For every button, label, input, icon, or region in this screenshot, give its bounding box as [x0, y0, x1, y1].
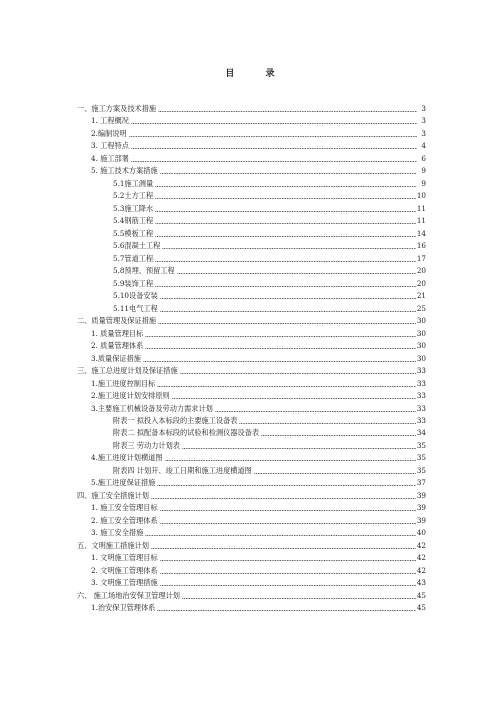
toc-entry-label: 5. 施工技术方案措施 [91, 166, 158, 176]
toc-entry-label: 六、 施工场地治安保卫管理计划 [77, 590, 180, 600]
toc-entry-page: 39 [416, 515, 426, 525]
toc-entry[interactable] [77, 588, 426, 600]
dot-leader [165, 458, 416, 461]
toc-entry-label: 附表一 拟投入本标段的主要施工设备表 [113, 416, 238, 425]
toc-entry-page: 34 [416, 428, 426, 438]
toc-entry[interactable] [77, 488, 426, 500]
toc-entry-label: 4.施工进度计划横道图 [91, 453, 163, 463]
toc-entry-label: 四、施工安全措施计划 [77, 490, 149, 500]
toc-entry-label: 5.4钢筋工程 [113, 216, 154, 226]
toc-entry-label: 附表二 拟配备本标段的试验和检测仪器设备表 [113, 428, 260, 438]
toc-entry[interactable] [91, 351, 426, 363]
toc-entry[interactable] [113, 213, 426, 225]
dot-leader [131, 159, 417, 162]
toc-entry-label: 3.质量保证措施 [91, 353, 141, 363]
toc-entry[interactable] [91, 475, 426, 487]
dot-leader [155, 221, 416, 224]
toc-title: 目 录 [225, 69, 289, 79]
toc-entry-label: 附表三 劳动力计划表 [113, 440, 180, 450]
toc-entry[interactable] [91, 600, 426, 612]
toc-entry-label: 5.5模板工程 [113, 228, 154, 238]
toc-entry-label: 1. 文明施工管理目标 [91, 553, 158, 563]
toc-entry-page: 33 [416, 391, 426, 401]
toc-entry[interactable] [113, 263, 426, 275]
toc-entry-page: 6 [421, 153, 426, 163]
toc-entry-label: 5.施工进度保证措施 [91, 478, 156, 488]
toc-entry[interactable] [91, 113, 426, 125]
toc-entry[interactable] [91, 376, 426, 388]
toc-entry[interactable] [113, 288, 426, 300]
dot-leader [182, 446, 416, 449]
toc-entry-page: 42 [416, 565, 426, 575]
toc-entry-page: 21 [416, 291, 426, 301]
dot-leader [177, 271, 416, 274]
toc-entry-label: 2. 质量管理体系 [91, 341, 144, 351]
dot-leader [239, 421, 415, 424]
dot-leader [143, 359, 416, 362]
dot-leader [155, 284, 416, 287]
toc-entry[interactable] [91, 450, 426, 462]
dot-leader [160, 571, 416, 574]
toc-entry[interactable] [91, 338, 426, 350]
dot-leader [155, 234, 416, 237]
toc-entry-page: 30 [416, 316, 426, 326]
toc-entry-page: 17 [416, 253, 426, 263]
toc-entry-page: 33 [416, 416, 426, 425]
toc-entry[interactable] [77, 101, 426, 113]
toc-entry[interactable] [77, 363, 426, 375]
toc-entry[interactable] [113, 238, 426, 250]
toc-entry[interactable] [91, 525, 426, 537]
toc-entry-page: 11 [416, 203, 426, 213]
toc-entry-label: 2.施工进度计划安排原则 [91, 391, 170, 401]
toc-entry[interactable] [91, 163, 426, 175]
toc-entry[interactable] [113, 438, 426, 450]
toc-entry[interactable] [113, 463, 426, 475]
dot-leader [151, 496, 416, 499]
dot-leader [155, 196, 416, 199]
toc-entry-page: 33 [416, 403, 426, 413]
toc-entry-label: 3. 工程特点 [91, 141, 129, 151]
dot-leader [160, 296, 416, 299]
toc-entry-page: 33 [416, 366, 426, 376]
toc-entry-label: 1. 工程概况 [91, 116, 129, 126]
toc-entry[interactable] [91, 500, 426, 512]
toc-entry-page: 20 [416, 278, 426, 288]
toc-entry[interactable] [91, 126, 426, 138]
toc-entry-page: 11 [416, 216, 426, 226]
toc-entry-label: 5.1施工测量 [113, 178, 154, 188]
toc-entry[interactable] [113, 188, 426, 200]
dot-leader [157, 483, 415, 486]
dot-leader [145, 346, 416, 349]
toc-entry-label: 三、施工总进度计划及保证措施 [77, 366, 178, 376]
toc-entry-page: 35 [416, 465, 426, 475]
toc-entry-label: 5.2土方工程 [113, 191, 154, 201]
dot-leader [131, 121, 417, 124]
dot-leader [160, 508, 416, 511]
toc-entry-label: 1. 施工安全管理目标 [91, 503, 158, 513]
dot-leader [158, 109, 417, 112]
toc-entry-label: 五、文明施工措施计划 [77, 540, 149, 550]
dot-leader [162, 246, 415, 249]
dot-leader [215, 409, 416, 412]
toc-entry-label: 5.3施工降水 [113, 203, 154, 213]
toc-entry[interactable] [91, 575, 426, 587]
dot-leader [155, 259, 416, 262]
toc-entry[interactable] [91, 138, 426, 150]
toc-entry-label: 3. 文明施工管理措施 [91, 578, 158, 588]
toc-entry[interactable] [113, 413, 426, 425]
dot-leader [160, 309, 416, 312]
dot-leader [261, 433, 416, 436]
toc-entry-page: 9 [421, 178, 426, 188]
toc-entry-page: 39 [416, 490, 426, 500]
toc-entry-page: 10 [416, 191, 426, 201]
toc-entry[interactable] [113, 201, 426, 213]
toc-entry[interactable] [113, 276, 426, 288]
dot-leader [160, 521, 416, 524]
toc-entry-page: 4 [421, 141, 426, 151]
toc-entry-page: 39 [416, 503, 426, 513]
toc-entry-label: 附表四 计划开、竣工日期和施工进度横道图 [113, 465, 252, 475]
toc-entry-page: 20 [416, 266, 426, 276]
toc-entry-label: 5.8预埋、预留工程 [113, 266, 175, 276]
toc-entry-label: 1. 质量管理目标 [91, 328, 144, 338]
toc-entry-page: 45 [416, 590, 426, 600]
toc-entry-page: 43 [416, 578, 426, 588]
dot-leader [131, 146, 417, 149]
toc-entry[interactable] [113, 251, 426, 263]
toc-entry-page: 30 [416, 353, 426, 363]
dot-leader [151, 546, 416, 549]
toc-entry-label: 4. 施工部署 [91, 153, 129, 163]
toc-entry-page: 3 [421, 128, 426, 138]
toc-entry-label: 二、质量管理及保证措施 [77, 316, 157, 326]
toc-entry-label: 5.6混凝土工程 [113, 241, 161, 251]
toc-entry-page: 42 [416, 553, 426, 563]
toc-entry-page: 14 [416, 228, 426, 238]
toc-entry-page: 37 [416, 478, 426, 488]
toc-entry-page: 33 [416, 378, 426, 388]
dot-leader [172, 396, 416, 399]
toc-entry-label: 1.治安保卫管理体系 [91, 603, 156, 613]
toc-entry-label: 5.11电气工程 [113, 303, 158, 313]
toc-entry[interactable] [91, 326, 426, 338]
toc-entry-page: 25 [416, 303, 426, 313]
toc-entry-label: 1.施工进度控制目标 [91, 378, 156, 388]
toc-entry-page: 9 [421, 166, 426, 176]
toc-entry[interactable] [91, 388, 426, 400]
dot-leader [157, 384, 415, 387]
toc-entry[interactable] [113, 301, 426, 313]
toc-entry-page: 35 [416, 453, 426, 463]
dot-leader [160, 583, 416, 586]
dot-leader [160, 558, 416, 561]
dot-leader [180, 371, 416, 374]
dot-leader [182, 596, 416, 599]
toc-entry-label: 2.编制说明 [91, 128, 127, 138]
dot-leader [145, 533, 416, 536]
toc-entry-label: 一、施工方案及技术措施 [77, 104, 157, 113]
toc-entry[interactable] [91, 513, 426, 525]
toc-entry-page: 45 [416, 603, 426, 613]
toc-entry-page: 3 [421, 104, 426, 113]
toc-entry-label: 3.主要施工机械设备及劳动力需求计划 [91, 403, 213, 413]
toc-entry[interactable] [113, 226, 426, 238]
dot-leader [158, 321, 416, 324]
toc-entry-label: 5.10设备安装 [113, 291, 158, 301]
dot-leader [129, 134, 417, 137]
dot-leader [254, 471, 416, 474]
dot-leader [155, 184, 417, 187]
toc-entry[interactable] [91, 563, 426, 575]
dot-leader [145, 334, 416, 337]
toc-entry-label: 2. 施工安全管理体系 [91, 515, 158, 525]
toc-entry-label: 2. 文明施工管理体系 [91, 565, 158, 575]
toc-entry-page: 35 [416, 440, 426, 450]
toc-entry[interactable] [77, 538, 426, 550]
toc-entry-page: 3 [421, 116, 426, 126]
toc-entry-label: 5.9装饰工程 [113, 278, 154, 288]
dot-leader [157, 608, 415, 611]
toc-entry[interactable] [77, 313, 426, 325]
toc-entry[interactable] [113, 425, 426, 437]
toc-entry[interactable] [91, 151, 426, 163]
toc-entry-page: 40 [416, 528, 426, 538]
toc-entry[interactable] [91, 550, 426, 562]
toc-entry-label: 3. 施工安全措施 [91, 528, 144, 538]
toc-entry-page: 42 [416, 540, 426, 550]
dot-leader [155, 209, 416, 212]
dot-leader [160, 171, 417, 174]
toc-entry-page: 30 [416, 328, 426, 338]
toc-entry-page: 30 [416, 341, 426, 351]
toc-entry[interactable] [91, 401, 426, 413]
toc-entry[interactable] [113, 176, 426, 188]
toc-entry-page: 16 [416, 241, 426, 251]
toc-entry-label: 5.7管道工程 [113, 253, 154, 263]
